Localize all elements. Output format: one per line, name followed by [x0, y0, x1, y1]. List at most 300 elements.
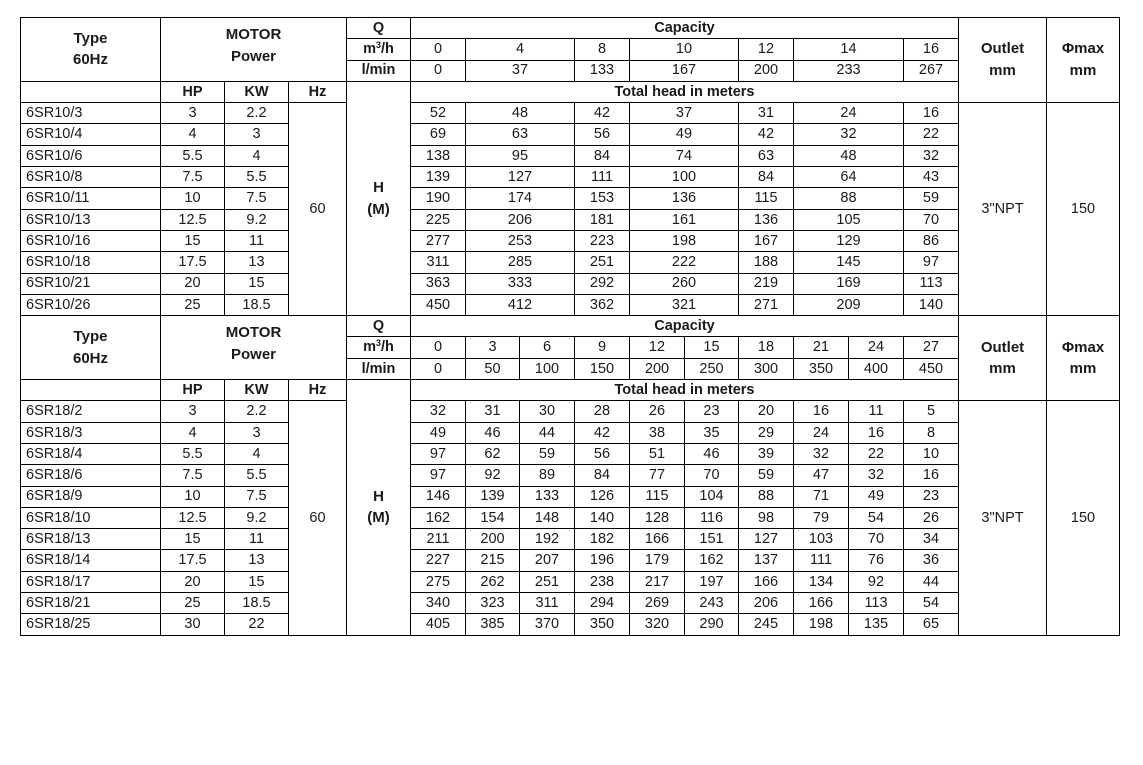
head-cell: 54	[849, 507, 904, 528]
head-cell: 192	[520, 529, 575, 550]
dmax-label: Φmax	[1061, 40, 1105, 58]
table-row	[21, 486, 1120, 507]
hp-cell: 7.5	[161, 167, 225, 188]
head-cell: 129	[794, 230, 904, 251]
head-cell: 251	[575, 252, 630, 273]
lmin-label: l/min	[347, 358, 411, 379]
head-cell: 162	[685, 550, 739, 571]
head-cell: 340	[411, 593, 466, 614]
head-cell: 100	[630, 167, 739, 188]
head-cell: 92	[466, 465, 520, 486]
table-row	[21, 209, 1120, 230]
motor-label: MOTOR	[225, 324, 282, 342]
head-cell: 285	[466, 252, 575, 273]
m-label: (M)	[367, 509, 390, 527]
m-label: (M)	[367, 200, 390, 218]
head-cell: 44	[904, 571, 959, 592]
head-cell: 196	[575, 550, 630, 571]
head-cell: 207	[520, 550, 575, 571]
model-cell: 6SR18/17	[21, 571, 161, 592]
head-cell: 105	[794, 209, 904, 230]
m3h-unit: m	[363, 339, 376, 356]
head-cell: 115	[630, 486, 685, 507]
table-row	[21, 529, 1120, 550]
head-cell: 84	[575, 465, 630, 486]
flow-m3h-cell: 0	[411, 337, 466, 358]
hp-cell: 10	[161, 486, 225, 507]
head-cell: 262	[466, 571, 520, 592]
dmax-unit: mm	[1069, 360, 1097, 378]
head-cell: 223	[575, 230, 630, 251]
flow-lmin-cell: 150	[575, 358, 630, 379]
head-cell: 198	[794, 614, 849, 635]
head-cell: 136	[739, 209, 794, 230]
total-head-header: Total head in meters	[411, 380, 959, 401]
flow-m3h-cell: 21	[794, 337, 849, 358]
units-row	[21, 380, 1120, 401]
head-cell: 290	[685, 614, 739, 635]
head-cell: 127	[739, 529, 794, 550]
flow-m3h-cell: 4	[466, 39, 575, 60]
kw-cell: 2.2	[225, 103, 289, 124]
outlet-unit: mm	[989, 62, 1016, 80]
head-cell: 23	[904, 486, 959, 507]
motor-label: MOTOR	[225, 26, 282, 43]
type-label: Type	[73, 29, 108, 47]
q-label: Q	[347, 316, 411, 337]
m3h-unit-tail: /h	[381, 41, 394, 58]
head-cell: 42	[739, 124, 794, 145]
h-label: H	[373, 178, 384, 196]
head-cell: 48	[466, 103, 575, 124]
type-header	[21, 18, 161, 82]
kw-cell: 15	[225, 273, 289, 294]
head-cell: 74	[630, 145, 739, 166]
table-row	[21, 230, 1120, 251]
dmax-cell: 150	[1047, 103, 1120, 316]
head-cell: 320	[630, 614, 685, 635]
flow-lmin-cell: 167	[630, 60, 739, 81]
head-cell: 251	[520, 571, 575, 592]
flow-lmin-cell: 100	[520, 358, 575, 379]
head-cell: 174	[466, 188, 575, 209]
model-cell: 6SR10/13	[21, 209, 161, 230]
head-cell: 277	[411, 230, 466, 251]
dmax-cell: 150	[1047, 401, 1120, 635]
hp-cell: 12.5	[161, 507, 225, 528]
head-cell: 405	[411, 614, 466, 635]
head-cell: 225	[411, 209, 466, 230]
model-cell: 6SR18/3	[21, 422, 161, 443]
table-row	[21, 571, 1120, 592]
hp-cell: 10	[161, 188, 225, 209]
head-cell: 95	[466, 145, 575, 166]
model-cell: 6SR10/18	[21, 252, 161, 273]
head-cell: 84	[575, 145, 630, 166]
flow-m3h-cell: 6	[520, 337, 575, 358]
head-cell: 222	[630, 252, 739, 273]
head-cell: 227	[411, 550, 466, 571]
table-row	[21, 507, 1120, 528]
head-cell: 138	[411, 145, 466, 166]
kw-header: KW	[225, 380, 289, 401]
head-cell: 30	[520, 401, 575, 422]
model-cell: 6SR18/21	[21, 593, 161, 614]
table-row	[21, 294, 1120, 315]
flow-m3h-cell: 8	[575, 39, 630, 60]
head-cell: 22	[849, 443, 904, 464]
m3h-unit: m	[363, 41, 376, 58]
head-cell: 219	[739, 273, 794, 294]
head-cell: 167	[739, 230, 794, 251]
model-cell: 6SR18/13	[21, 529, 161, 550]
flow-m3h-cell: 18	[739, 337, 794, 358]
head-cell: 97	[411, 465, 466, 486]
head-cell: 97	[411, 443, 466, 464]
kw-cell: 11	[225, 529, 289, 550]
table-row	[21, 103, 1120, 124]
head-cell: 43	[904, 167, 959, 188]
table-row	[21, 401, 1120, 422]
head-cell: 24	[794, 103, 904, 124]
head-cell: 137	[739, 550, 794, 571]
model-cell: 6SR18/6	[21, 465, 161, 486]
type-blank-cell	[21, 380, 161, 401]
head-cell: 148	[520, 507, 575, 528]
table-row	[21, 614, 1120, 635]
kw-cell: 15	[225, 571, 289, 592]
hp-cell: 5.5	[161, 443, 225, 464]
power-label: Power	[230, 47, 276, 65]
outlet-unit: mm	[989, 360, 1016, 378]
model-cell: 6SR18/4	[21, 443, 161, 464]
model-cell: 6SR10/16	[21, 230, 161, 251]
head-cell: 10	[904, 443, 959, 464]
head-cell: 97	[904, 252, 959, 273]
head-cell: 49	[411, 422, 466, 443]
kw-header: KW	[225, 81, 289, 102]
kw-cell: 18.5	[225, 593, 289, 614]
hp-cell: 15	[161, 230, 225, 251]
head-cell: 363	[411, 273, 466, 294]
series-18-section	[21, 316, 1120, 635]
head-cell: 136	[630, 188, 739, 209]
head-cell: 16	[794, 401, 849, 422]
head-cell: 31	[739, 103, 794, 124]
head-cell: 36	[904, 550, 959, 571]
head-cell: 70	[904, 209, 959, 230]
head-cell: 166	[739, 571, 794, 592]
hp-cell: 17.5	[161, 550, 225, 571]
dmax-header	[1047, 18, 1120, 103]
kw-cell: 4	[225, 443, 289, 464]
head-cell: 292	[575, 273, 630, 294]
head-cell: 271	[739, 294, 794, 315]
hp-cell: 3	[161, 401, 225, 422]
model-cell: 6SR18/2	[21, 401, 161, 422]
flow-lmin-cell: 300	[739, 358, 794, 379]
head-cell: 26	[630, 401, 685, 422]
hp-cell: 7.5	[161, 465, 225, 486]
model-cell: 6SR10/4	[21, 124, 161, 145]
m3h-label	[347, 39, 411, 60]
head-cell: 385	[466, 614, 520, 635]
kw-cell: 2.2	[225, 401, 289, 422]
head-cell: 63	[466, 124, 575, 145]
head-cell: 197	[685, 571, 739, 592]
header-row	[21, 316, 1120, 337]
head-cell: 20	[739, 401, 794, 422]
head-cell: 76	[849, 550, 904, 571]
head-cell: 88	[739, 486, 794, 507]
model-cell: 6SR10/21	[21, 273, 161, 294]
hz-cell: 60	[289, 401, 347, 635]
hp-cell: 15	[161, 529, 225, 550]
motor-power-header	[161, 316, 347, 380]
head-cell: 253	[466, 230, 575, 251]
hz-cell: 60	[289, 103, 347, 316]
head-cell: 311	[520, 593, 575, 614]
head-cell: 206	[466, 209, 575, 230]
head-cell: 65	[904, 614, 959, 635]
outlet-label: Outlet	[980, 40, 1025, 58]
head-cell: 69	[411, 124, 466, 145]
kw-cell: 7.5	[225, 188, 289, 209]
model-cell: 6SR18/25	[21, 614, 161, 635]
flow-lmin-cell: 0	[411, 358, 466, 379]
head-cell: 217	[630, 571, 685, 592]
table-row	[21, 252, 1120, 273]
head-cell: 362	[575, 294, 630, 315]
hp-cell: 3	[161, 103, 225, 124]
head-cell: 323	[466, 593, 520, 614]
capacity-header: Capacity	[411, 18, 959, 39]
head-cell: 111	[575, 167, 630, 188]
head-cell: 260	[630, 273, 739, 294]
m3h-label	[347, 337, 411, 358]
total-head-header: Total head in meters	[411, 81, 959, 102]
hp-header: HP	[161, 81, 225, 102]
hz-header: Hz	[289, 81, 347, 102]
flow-m3h-cell: 0	[411, 39, 466, 60]
kw-cell: 5.5	[225, 167, 289, 188]
dmax-label: Φmax	[1061, 338, 1105, 356]
model-cell: 6SR10/26	[21, 294, 161, 315]
kw-cell: 4	[225, 145, 289, 166]
head-cell: 179	[630, 550, 685, 571]
head-cell: 200	[466, 529, 520, 550]
head-cell: 44	[520, 422, 575, 443]
head-cell: 145	[794, 252, 904, 273]
head-cell: 151	[685, 529, 739, 550]
head-cell: 32	[849, 465, 904, 486]
flow-m3h-cell: 12	[630, 337, 685, 358]
head-cell: 48	[794, 145, 904, 166]
head-cell: 190	[411, 188, 466, 209]
head-cell: 166	[794, 593, 849, 614]
kw-cell: 13	[225, 252, 289, 273]
outlet-label: Outlet	[980, 338, 1025, 356]
head-cell: 135	[849, 614, 904, 635]
hp-cell: 25	[161, 294, 225, 315]
head-cell: 198	[630, 230, 739, 251]
head-cell: 140	[575, 507, 630, 528]
head-cell: 5	[904, 401, 959, 422]
table-row	[21, 188, 1120, 209]
head-cell: 70	[849, 529, 904, 550]
pump-spec-table	[20, 17, 1120, 636]
flow-lmin-cell: 200	[630, 358, 685, 379]
head-cell: 162	[411, 507, 466, 528]
power-label: Power	[230, 345, 276, 363]
head-cell: 450	[411, 294, 466, 315]
head-cell: 16	[904, 465, 959, 486]
head-cell: 116	[685, 507, 739, 528]
q-label: Q	[347, 18, 411, 39]
head-cell: 8	[904, 422, 959, 443]
dmax-unit: mm	[1069, 62, 1097, 80]
dmax-header	[1047, 316, 1120, 401]
kw-cell: 18.5	[225, 294, 289, 315]
kw-cell: 22	[225, 614, 289, 635]
head-cell: 88	[794, 188, 904, 209]
table-row	[21, 465, 1120, 486]
head-cell: 412	[466, 294, 575, 315]
flow-m3h-cell: 16	[904, 39, 959, 60]
h-m-cell	[347, 380, 411, 636]
head-cell: 92	[849, 571, 904, 592]
head-cell: 333	[466, 273, 575, 294]
head-cell: 29	[739, 422, 794, 443]
hp-cell: 25	[161, 593, 225, 614]
m3h-unit-tail: /h	[381, 339, 394, 356]
hp-cell: 20	[161, 273, 225, 294]
motor-power-header	[161, 18, 347, 82]
head-cell: 134	[794, 571, 849, 592]
model-cell: 6SR10/6	[21, 145, 161, 166]
frequency-label: 60Hz	[72, 51, 109, 69]
head-cell: 31	[466, 401, 520, 422]
head-cell: 63	[739, 145, 794, 166]
flow-m3h-cell: 24	[849, 337, 904, 358]
flow-lmin-cell: 200	[739, 60, 794, 81]
outlet-header	[959, 316, 1047, 401]
head-cell: 59	[739, 465, 794, 486]
head-cell: 32	[794, 124, 904, 145]
head-cell: 111	[794, 550, 849, 571]
h-m-cell	[347, 81, 411, 315]
series-10-section	[21, 18, 1120, 316]
hp-cell: 5.5	[161, 145, 225, 166]
h-label: H	[373, 487, 384, 505]
head-cell: 113	[904, 273, 959, 294]
hp-cell: 30	[161, 614, 225, 635]
table-row	[21, 550, 1120, 571]
head-cell: 38	[630, 422, 685, 443]
head-cell: 104	[685, 486, 739, 507]
head-cell: 32	[794, 443, 849, 464]
flow-m3h-cell: 10	[630, 39, 739, 60]
head-cell: 42	[575, 103, 630, 124]
head-cell: 139	[411, 167, 466, 188]
hp-cell: 20	[161, 571, 225, 592]
flow-m3h-cell: 3	[466, 337, 520, 358]
flow-lmin-cell: 250	[685, 358, 739, 379]
type-blank-cell	[21, 81, 161, 102]
flow-lmin-cell: 450	[904, 358, 959, 379]
head-cell: 211	[411, 529, 466, 550]
flow-lmin-cell: 50	[466, 358, 520, 379]
head-cell: 181	[575, 209, 630, 230]
head-cell: 275	[411, 571, 466, 592]
head-cell: 59	[904, 188, 959, 209]
table-row	[21, 145, 1120, 166]
head-cell: 311	[411, 252, 466, 273]
head-cell: 98	[739, 507, 794, 528]
head-cell: 46	[685, 443, 739, 464]
kw-cell: 3	[225, 124, 289, 145]
head-cell: 42	[575, 422, 630, 443]
flow-m3h-cell: 14	[794, 39, 904, 60]
flow-m3h-cell: 9	[575, 337, 630, 358]
head-cell: 32	[411, 401, 466, 422]
model-cell: 6SR18/14	[21, 550, 161, 571]
model-cell: 6SR10/3	[21, 103, 161, 124]
head-cell: 49	[630, 124, 739, 145]
head-cell: 46	[466, 422, 520, 443]
head-cell: 89	[520, 465, 575, 486]
head-cell: 23	[685, 401, 739, 422]
head-cell: 161	[630, 209, 739, 230]
head-cell: 49	[849, 486, 904, 507]
flow-lmin-cell: 37	[466, 60, 575, 81]
head-cell: 350	[575, 614, 630, 635]
head-cell: 113	[849, 593, 904, 614]
frequency-label: 60Hz	[72, 349, 109, 367]
units-row	[21, 81, 1120, 102]
model-cell: 6SR10/8	[21, 167, 161, 188]
head-cell: 54	[904, 593, 959, 614]
outlet-cell: 3"NPT	[959, 401, 1047, 635]
head-cell: 154	[466, 507, 520, 528]
header-row	[21, 18, 1120, 39]
table-row	[21, 422, 1120, 443]
hp-cell: 12.5	[161, 209, 225, 230]
table-row	[21, 167, 1120, 188]
head-cell: 84	[739, 167, 794, 188]
head-cell: 52	[411, 103, 466, 124]
m3h-unit-sup: 3	[376, 338, 382, 349]
head-cell: 103	[794, 529, 849, 550]
head-cell: 133	[520, 486, 575, 507]
flow-lmin-cell: 400	[849, 358, 904, 379]
head-cell: 56	[575, 443, 630, 464]
head-cell: 321	[630, 294, 739, 315]
head-cell: 34	[904, 529, 959, 550]
kw-cell: 13	[225, 550, 289, 571]
head-cell: 59	[520, 443, 575, 464]
hp-cell: 17.5	[161, 252, 225, 273]
head-cell: 26	[904, 507, 959, 528]
head-cell: 128	[630, 507, 685, 528]
table-row	[21, 593, 1120, 614]
head-cell: 56	[575, 124, 630, 145]
head-cell: 182	[575, 529, 630, 550]
kw-cell: 7.5	[225, 486, 289, 507]
m3h-unit-sup: 3	[376, 40, 382, 51]
capacity-header: Capacity	[411, 316, 959, 337]
kw-cell: 11	[225, 230, 289, 251]
